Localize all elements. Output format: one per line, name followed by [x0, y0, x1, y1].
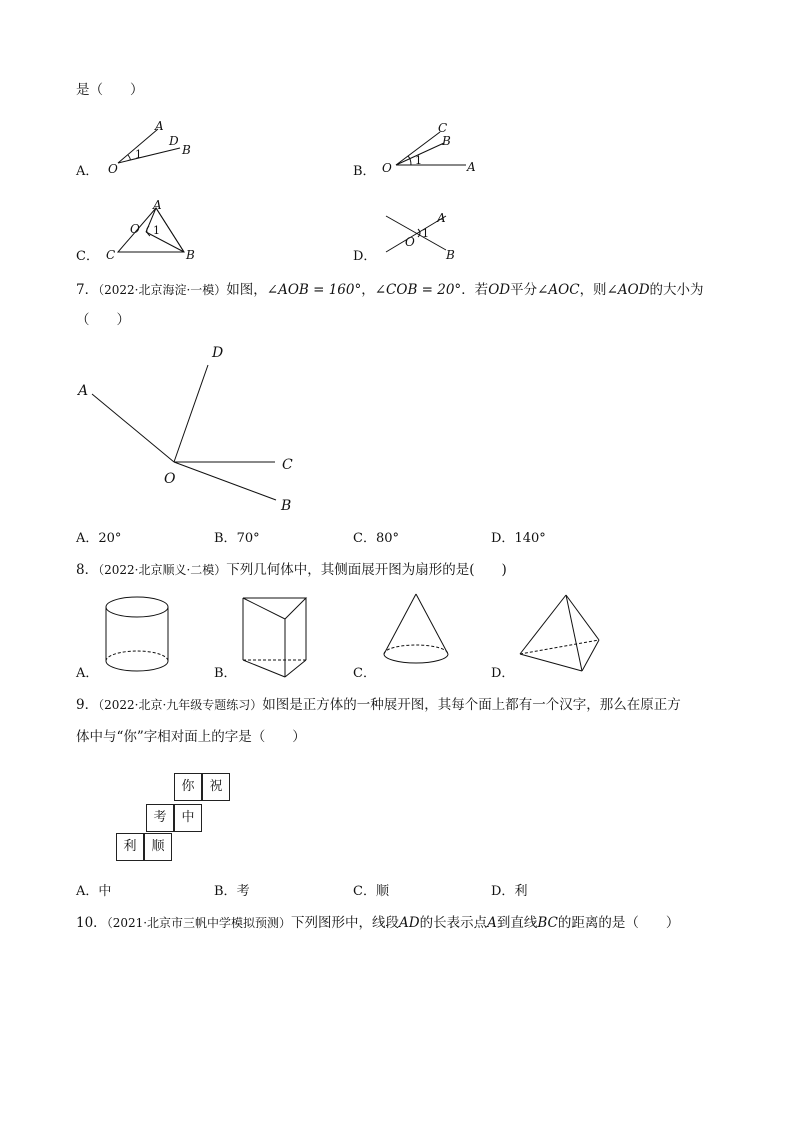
q7-text-b: ．若 [461, 282, 489, 298]
q6d-point-o: O [405, 235, 415, 249]
q6-figure-d [378, 208, 478, 268]
q7-figure [70, 335, 310, 520]
q6d-angle-label: 1 [422, 227, 429, 240]
q7-expr-aob: ∠AOB = 160° [266, 282, 362, 298]
q6-option-a-label: A． [76, 164, 99, 179]
q10-ad: AD [399, 915, 420, 931]
q7-expr-aod: ∠AOD [606, 282, 650, 298]
q6a-angle-label: 1 [135, 148, 142, 161]
q7-expr-cob: ∠COB = 20° [374, 282, 462, 298]
q10-number: 10． [76, 915, 107, 931]
q7-point-o: O [164, 471, 176, 487]
q6a-point-d: D [169, 134, 179, 148]
q7-number: 7． [76, 282, 99, 298]
question-9-stem-line1 [76, 696, 681, 714]
q7-sep: ， [361, 282, 375, 298]
q7-text-d: ，则 [579, 282, 607, 298]
q7-option-a: A．20° [76, 531, 122, 546]
q10-text-d: 的距离的是（ ） [557, 915, 680, 931]
q8-option-d-label: D． [491, 666, 515, 681]
q9-number: 9． [76, 697, 99, 713]
q10-text-c: 到直线 [496, 915, 538, 931]
q7-text-e: 的大小为 [649, 282, 704, 298]
q6-figure-c [100, 196, 210, 266]
q7-text-c: 平分 [510, 282, 538, 298]
q6c-point-o: O [130, 222, 140, 236]
q9-text-line1: 如图是正方体的一种展开图，其每个面上都有一个汉字，那么在原正方 [262, 697, 681, 713]
q9-option-b: B．考 [214, 884, 250, 899]
question-7-stem [76, 281, 704, 299]
q6-figure-b [378, 118, 498, 178]
q7-point-d: D [212, 345, 224, 361]
question-6-tail: 是（ ） [76, 82, 144, 98]
cone-icon [378, 590, 458, 680]
q6-figure-a [100, 115, 210, 185]
q7-answer-parens: （ ） [76, 312, 130, 328]
q8-option-a-label: A． [76, 666, 99, 681]
q8-text: 下列几何体中，其侧面展开图为扇形的是( ) [226, 562, 507, 578]
net-cell-li: 利 [116, 833, 144, 861]
q7-option-c: C．80° [353, 531, 399, 546]
q9-option-c: C．顺 [353, 884, 389, 899]
q7-point-b: B [281, 498, 292, 514]
question-8-stem [76, 561, 507, 579]
q7-expr-aoc: ∠AOC [537, 282, 580, 298]
q10-text-b: 的长表示点 [419, 915, 488, 931]
q6b-angle-label: 1 [415, 154, 422, 167]
q9-source: （2022·北京·九年级专题练习） [98, 698, 263, 712]
cylinder-icon [100, 592, 180, 682]
q6b-point-b: B [442, 134, 451, 148]
q9-option-a: A．中 [76, 884, 112, 899]
q8-number: 8． [76, 562, 99, 578]
q9-option-d: D．利 [491, 884, 528, 899]
q7-option-b: B．70° [214, 531, 260, 546]
q6d-point-a: A [437, 211, 446, 225]
q7-source: （2022·北京海淀·一模） [98, 283, 227, 297]
net-cell-zhu: 祝 [202, 773, 230, 801]
q6d-point-b: B [446, 248, 455, 262]
q6-option-b-label: B． [353, 164, 376, 179]
q6c-point-c: C [106, 248, 116, 262]
q8-option-c-label: C． [353, 666, 376, 681]
triangular-prism-icon [238, 590, 318, 685]
q6-option-c-label: C． [76, 249, 99, 264]
q10-point-a: A [487, 915, 497, 931]
triangular-pyramid-icon [515, 590, 605, 680]
q7-expr-od: OD [488, 282, 511, 298]
q10-bc: BC [537, 915, 558, 931]
q7-point-a: A [78, 383, 89, 399]
q7-option-d: D．140° [491, 531, 546, 546]
q6c-point-a: A [153, 198, 162, 212]
q8-option-b-label: B． [214, 666, 237, 681]
q8-source: （2022·北京顺义·二模） [98, 563, 227, 577]
q6-option-d-label: D． [353, 249, 377, 264]
net-cell-zhong: 中 [174, 804, 202, 832]
q10-source: （2021·北京市三帆中学模拟预测） [106, 916, 292, 930]
q6c-point-b: B [186, 248, 195, 262]
q6b-point-c: C [438, 121, 448, 135]
q6a-point-a: A [155, 119, 164, 133]
q6a-point-o: O [108, 162, 118, 176]
net-cell-shun: 顺 [144, 833, 172, 861]
q6b-point-a: A [467, 160, 476, 174]
q10-text-a: 下列图形中，线段 [291, 915, 400, 931]
question-9-stem-line2: 体中与“你”字相对面上的字是（ ） [76, 729, 306, 745]
q7-point-c: C [282, 457, 293, 473]
q6c-angle-label: 1 [153, 224, 160, 237]
q6b-point-o: O [382, 161, 392, 175]
question-10-stem [76, 914, 679, 932]
net-cell-ni: 你 [174, 773, 202, 801]
net-cell-kao: 考 [146, 804, 174, 832]
q7-text-a: 如图， [226, 282, 267, 298]
q6a-point-b: B [182, 143, 191, 157]
